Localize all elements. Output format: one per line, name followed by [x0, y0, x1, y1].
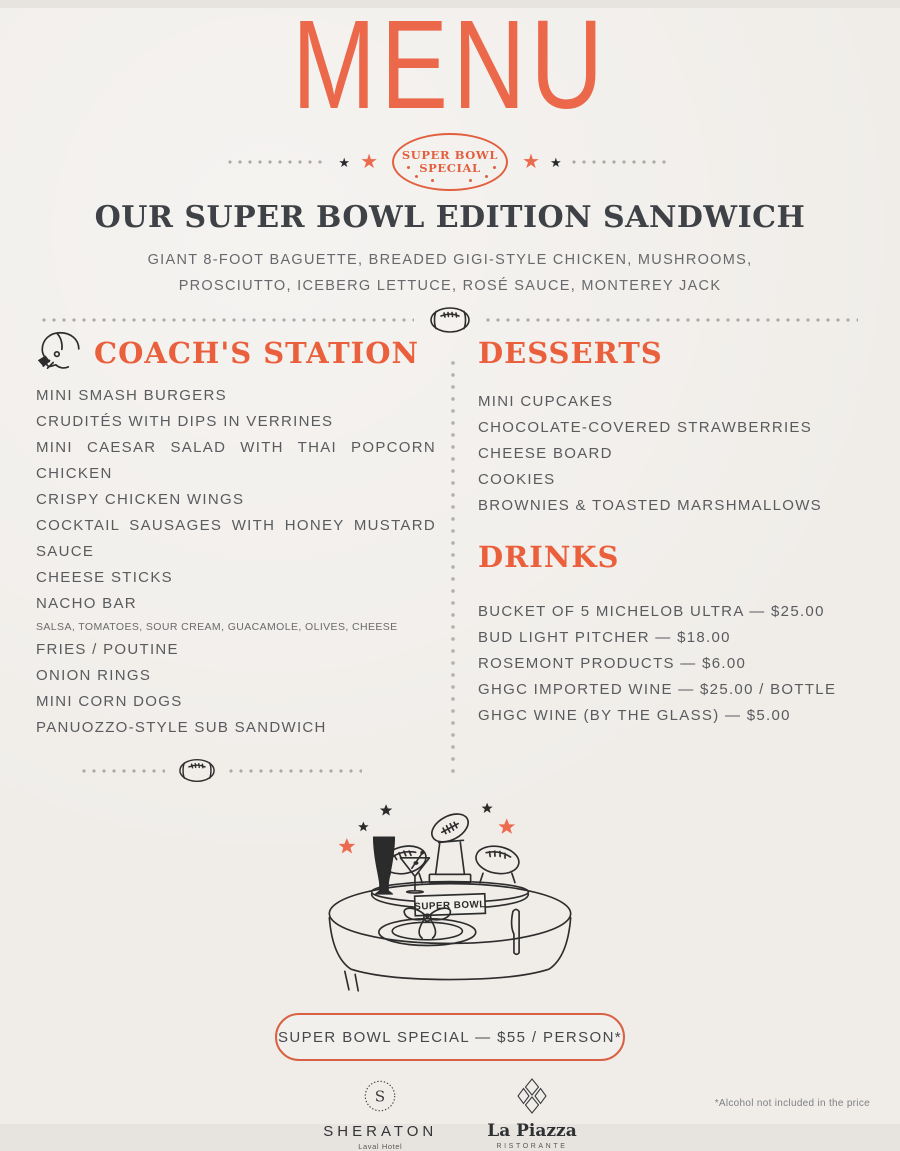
vertical-dotted-divider — [451, 361, 455, 781]
coachs-station-title: COACH'S STATION — [94, 336, 420, 370]
left-column-divider — [82, 757, 362, 784]
star-icon: ★ — [549, 154, 562, 170]
coachs-station-list — [36, 383, 436, 741]
menu-item: COOKIES — [478, 471, 556, 488]
sandwich-title: OUR SUPER BOWL EDITION SANDWICH — [94, 200, 806, 235]
sheraton-subtitle: Laval Hotel — [358, 1142, 403, 1151]
badge-row — [0, 134, 900, 190]
sheraton-logo — [323, 1077, 437, 1151]
star-icon: ★ — [522, 151, 540, 173]
menu-item: BUCKET OF 5 MICHELOB ULTRA — $25.00 — [478, 603, 825, 620]
la-piazza-subtitle: RISTORANTE — [496, 1143, 568, 1150]
confetti-dots — [407, 166, 410, 169]
star-icon: ★ — [338, 154, 351, 170]
menu-item: GHGC WINE (BY THE GLASS) — $5.00 — [478, 707, 791, 724]
menu-item: PANUOZZO-STYLE SUB SANDWICH — [36, 719, 327, 736]
la-piazza-name: La Piazza — [487, 1121, 577, 1141]
menu-item-sub-description: SALSA, TOMATOES, SOUR CREAM, GUACAMOLE, OLIVES, CHEESE — [36, 621, 398, 633]
menu-item: ROSEMONT PRODUCTS — $6.00 — [478, 655, 747, 672]
menu-item: MINI SMASH BURGERS — [36, 387, 227, 404]
right-column — [478, 329, 864, 784]
la-piazza-diamond-icon — [515, 1077, 549, 1115]
sheraton-name: SHERATON — [323, 1123, 438, 1140]
super-bowl-sign-label: SUPER BOWL — [414, 899, 486, 913]
dotted-line — [486, 318, 858, 322]
menu-item: CHEESE BOARD — [478, 445, 613, 462]
badge-line1: SUPER BOWL — [401, 148, 499, 162]
sandwich-description-line2: PROSCIUTTO, ICEBERG LETTUCE, ROSÉ SAUCE, MONTEREY JACK — [178, 278, 722, 294]
star-icon: ★ — [360, 151, 378, 173]
menu-item: NACHO BAR — [36, 595, 137, 612]
coachs-station-heading — [36, 329, 436, 377]
desserts-title: DESSERTS — [478, 336, 663, 370]
drinks-list — [478, 599, 864, 729]
super-bowl-table-illustration — [285, 798, 615, 999]
menu-item: BROWNIES & TOASTED MARSHMALLOWS — [478, 497, 822, 514]
sheraton-initial: S — [375, 1087, 386, 1106]
dotted-line — [82, 769, 165, 773]
price-banner: SUPER BOWL SPECIAL — $55 / PERSON* — [275, 1013, 625, 1061]
sandwich-description-line1: GIANT 8-FOOT BAGUETTE, BREADED GIGI-STYLE CHICKEN, MUSHROOMS, — [147, 252, 753, 268]
desserts-heading — [478, 329, 864, 377]
football-helmet-icon — [36, 329, 84, 378]
la-piazza-logo — [487, 1077, 576, 1150]
menu-item: CRUDITÉS WITH DIPS IN VERRINES — [36, 413, 334, 430]
menu-columns — [36, 329, 864, 784]
sheraton-monogram-icon — [361, 1077, 399, 1115]
menu-item: BUD LIGHT PITCHER — $18.00 — [478, 629, 731, 646]
menu-item: CRISPY CHICKEN WINGS — [36, 491, 245, 508]
menu-item: GHGC IMPORTED WINE — $25.00 / BOTTLE — [478, 681, 837, 698]
menu-item: MINI CAESAR SALAD WITH THAI POPCORN CHICKEN — [36, 439, 436, 482]
menu-item: FRIES / POUTINE — [36, 641, 179, 658]
desserts-list — [478, 389, 864, 519]
drinks-title: DRINKS — [478, 540, 620, 574]
menu-item: CHEESE STICKS — [36, 569, 173, 586]
footer-logos — [0, 1077, 900, 1151]
football-icon — [177, 757, 217, 784]
drinks-heading — [478, 533, 864, 581]
dotted-line — [572, 160, 672, 164]
badge-line2: SPECIAL — [419, 161, 481, 175]
coachs-station-section — [36, 329, 436, 784]
menu-item: MINI CORN DOGS — [36, 693, 183, 710]
menu-item: MINI CUPCAKES — [478, 393, 614, 410]
alcohol-footnote: *Alcohol not included in the price — [714, 1098, 870, 1109]
menu-item: CHOCOLATE-COVERED STRAWBERRIES — [478, 419, 813, 436]
super-bowl-special-badge — [392, 133, 508, 191]
menu-item: COCKTAIL SAUSAGES WITH HONEY MUSTARD SAUCE — [36, 517, 436, 560]
dotted-line — [228, 160, 328, 164]
sandwich-description — [0, 247, 900, 299]
dotted-line — [229, 769, 362, 773]
menu-item: ONION RINGS — [36, 667, 152, 684]
dotted-line — [42, 318, 414, 322]
menu-title: MENU — [292, 0, 608, 135]
